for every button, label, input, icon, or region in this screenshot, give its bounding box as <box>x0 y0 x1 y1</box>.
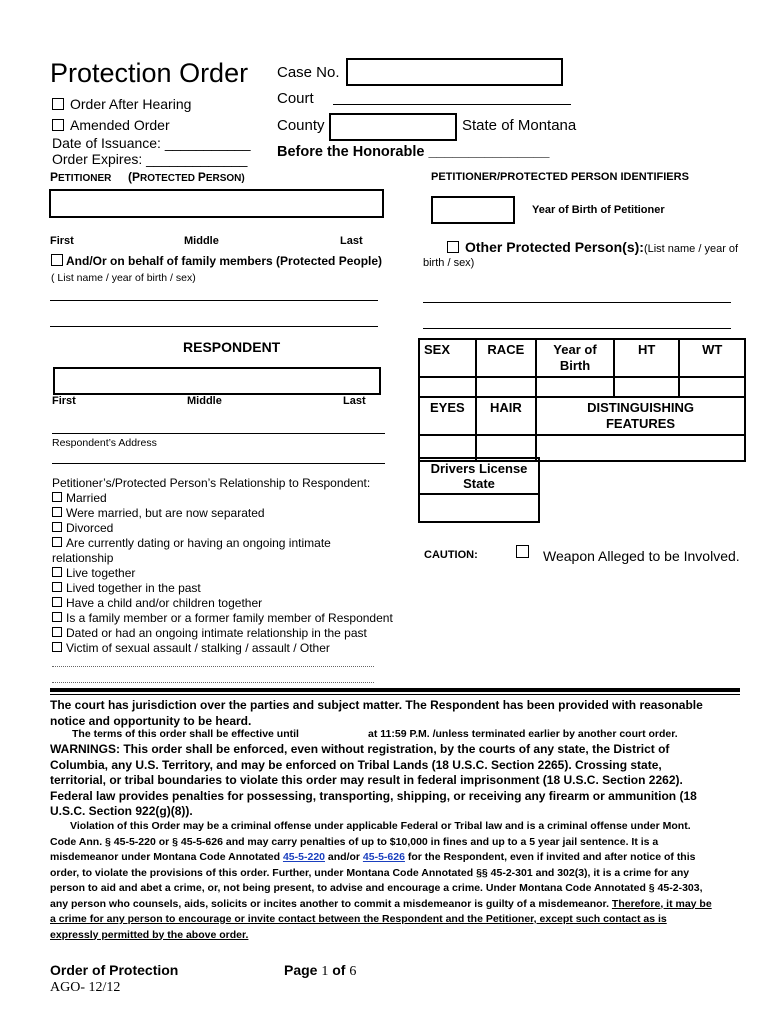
relationship-checkbox[interactable] <box>52 642 62 652</box>
relationship-checkbox[interactable] <box>52 567 62 577</box>
petitioner-name-field[interactable] <box>49 189 384 218</box>
distinguishing-features-field[interactable] <box>536 435 745 461</box>
case-no-field[interactable] <box>346 58 563 86</box>
effective-text-2: at 11:59 P.M. /unless terminated earlier by another court order. <box>368 728 678 740</box>
relationship-checkbox[interactable] <box>52 492 62 502</box>
relationship-checkbox[interactable] <box>52 582 62 592</box>
relationship-child[interactable]: Have a child and/or children together <box>52 596 417 611</box>
respondent-descriptor-table <box>418 338 746 462</box>
petitioner-last-label: Last <box>340 235 363 247</box>
identifiers-heading: PETITIONER/PROTECTED PERSON IDENTIFIERS <box>431 171 689 183</box>
drivers-license-table <box>418 457 540 523</box>
state-label: State of Montana <box>462 117 577 134</box>
hair-header: HAIR <box>476 397 536 435</box>
other-protected-hint: (List name / year of <box>643 243 739 255</box>
effective-text: The terms of this order shall be effective until <box>72 728 299 740</box>
respondent-address-label: Respondent’s Address <box>52 437 157 449</box>
eyes-header: EYES <box>419 397 476 435</box>
statute-link-45-5-220[interactable]: 45-5-220 <box>282 851 325 863</box>
jurisdiction-text: The court has jurisdiction over the parties and subject matter. The Respondent has been provided with reasonable notice and opportunity to be heard. <box>50 698 703 728</box>
order-after-hearing-label: Order After Hearing <box>70 96 192 112</box>
respondent-name-field[interactable] <box>53 367 381 395</box>
relationship-checkbox[interactable] <box>52 522 62 532</box>
other-protected-label: Other Protected Person(s): <box>465 239 644 255</box>
other-relationship-line-1[interactable] <box>52 666 374 667</box>
petitioner-middle-label: Middle <box>184 235 219 247</box>
county-label: County <box>277 117 325 134</box>
court-field[interactable] <box>333 104 571 105</box>
relationship-list <box>52 476 417 656</box>
family-member-line-2[interactable] <box>50 326 378 327</box>
violation-text: Violation of this Order may be a criminal offense under applicable Federal or Tribal law and is a criminal offense under Mont. Code Ann. § 45-5-220 or § 45-5-626 and may carry penalties of up to $10,000 in fines and up to a 5 year jail sentence. It is a misdemeanor under Montana Code Annotated 45-5-220 and/or 45-5-626 for the Respondent, even if invited and after notice of this order, to violate the provisions of this order. Further, under Montana Code Annotated §§ 45-2-301 and 302(3), it is a crime for any person to aid and abet a crime, or, not being present, to advise and encourage a crime. Under Montana Code Annotated § 45-2-303, any person who counsels, aids, solicits or incites another to commit a misdemeanor is guilty of a misdemeanor. Therefore, it may be a crime for any person to encourage or invite contact between the Respondent and the Petitioner, except such contact as is expressly permitted by the above order. <box>50 820 712 941</box>
relationship-label: Petitioner’s/Protected Person’s Relationship to Respondent: <box>52 476 371 490</box>
amended-order-option[interactable] <box>52 117 170 133</box>
statute-link-45-5-626[interactable]: 45-5-626 <box>362 851 405 863</box>
family-member-line-1[interactable] <box>50 300 378 301</box>
respondent-middle-label: Middle <box>187 395 222 407</box>
petitioner-first-label: First <box>50 235 74 247</box>
weapon-checkbox[interactable] <box>516 545 529 558</box>
other-protected-hint-2: birth / sex) <box>423 257 475 269</box>
order-after-hearing-checkbox[interactable] <box>52 98 64 110</box>
relationship-victim[interactable]: Victim of sexual assault / stalking / assault / Other <box>52 641 417 656</box>
other-protected-option[interactable] <box>447 239 738 255</box>
year-of-birth-label: Year of Birth of Petitioner <box>532 204 665 216</box>
respondent-address-line[interactable] <box>52 433 385 434</box>
sex-header: SEX <box>419 339 476 377</box>
relationship-checkbox[interactable] <box>52 612 62 622</box>
case-no-label: Case No. <box>277 64 340 81</box>
other-protected-line-2[interactable] <box>423 328 731 329</box>
drivers-license-field[interactable] <box>419 494 539 522</box>
relationship-checkbox[interactable] <box>52 507 62 517</box>
height-field[interactable] <box>614 377 680 397</box>
county-field[interactable] <box>329 113 457 141</box>
warnings-text: WARNINGS: This order shall be enforced, even without registration, by the courts of any state, the District of Columbia, any U.S. Territory, and may be enforced on Tribal Lands (18 U.S.C. Section 2265). Crossing state, territorial, or tribal boundaries to violate this order may result in federal imprisonment (18 U.S.C. Section 2262). Federal law provides penalties for possessing, transporting, shipping, or receiving any firearm or ammunition (18 U.S.C. Section 922(g)(8)). <box>50 742 697 818</box>
amended-order-checkbox[interactable] <box>52 119 64 131</box>
sex-field[interactable] <box>419 377 476 397</box>
page-number: Page 1 of 6 <box>284 962 357 979</box>
drivers-license-header: Drivers License State <box>419 458 539 494</box>
family-members-label: And/Or on behalf of family members (Protected People) <box>66 254 383 268</box>
respondent-heading: RESPONDENT <box>183 339 281 355</box>
family-members-option[interactable] <box>51 254 382 268</box>
section-divider <box>50 688 740 692</box>
year-of-birth-value-field[interactable] <box>536 377 614 397</box>
page-title: Protection Order <box>50 58 249 88</box>
relationship-lived-together[interactable]: Lived together in the past <box>52 581 417 596</box>
order-expires: Order Expires: _____________ <box>52 151 248 167</box>
family-members-hint: ( List name / year of birth / sex) <box>51 272 196 284</box>
weight-field[interactable] <box>679 377 745 397</box>
year-of-birth-field[interactable] <box>431 196 515 224</box>
section-divider-thin <box>50 694 740 695</box>
weapon-label: Weapon Alleged to be Involved. <box>543 548 740 564</box>
relationship-dated-past[interactable]: Dated or had an ongoing intimate relationship in the past <box>52 626 417 641</box>
respondent-first-label: First <box>52 395 76 407</box>
other-protected-checkbox[interactable] <box>447 241 459 253</box>
date-of-issuance: Date of Issuance: ___________ <box>52 135 251 151</box>
form-code: AGO- 12/12 <box>50 980 121 995</box>
distinguishing-features-header: DISTINGUISHING FEATURES <box>536 397 745 435</box>
family-members-checkbox[interactable] <box>51 254 63 266</box>
height-header: HT <box>614 339 680 377</box>
weight-header: WT <box>679 339 745 377</box>
race-header: RACE <box>476 339 536 377</box>
other-protected-line-1[interactable] <box>423 302 731 303</box>
relationship-dating[interactable]: Are currently dating or having an ongoing intimate relationship <box>52 536 331 565</box>
relationship-checkbox[interactable] <box>52 597 62 607</box>
petitioner-heading: PETITIONER (PROTECTED PERSON) <box>50 170 245 184</box>
court-label: Court <box>277 90 314 107</box>
caution-label: CAUTION: <box>424 549 478 561</box>
race-field[interactable] <box>476 377 536 397</box>
relationship-family-member[interactable]: Is a family member or a former family member of Respondent <box>52 611 417 626</box>
respondent-address-line-2[interactable] <box>52 463 385 464</box>
amended-order-label: Amended Order <box>70 117 170 133</box>
relationship-separated[interactable]: Were married, but are now separated <box>52 506 417 521</box>
relationship-checkbox[interactable] <box>52 627 62 637</box>
other-relationship-line-2[interactable] <box>52 682 374 683</box>
relationship-married[interactable]: Married <box>52 491 417 506</box>
relationship-live-together[interactable]: Live together <box>52 566 417 581</box>
before-honorable-label: Before the Honorable _______________ <box>277 144 550 160</box>
relationship-checkbox[interactable] <box>52 537 62 547</box>
order-after-hearing-option[interactable] <box>52 96 191 112</box>
year-of-birth-header: Year of Birth <box>536 339 614 377</box>
respondent-last-label: Last <box>343 395 366 407</box>
relationship-divorced[interactable]: Divorced <box>52 521 417 536</box>
footer-title: Order of Protection <box>50 962 179 978</box>
